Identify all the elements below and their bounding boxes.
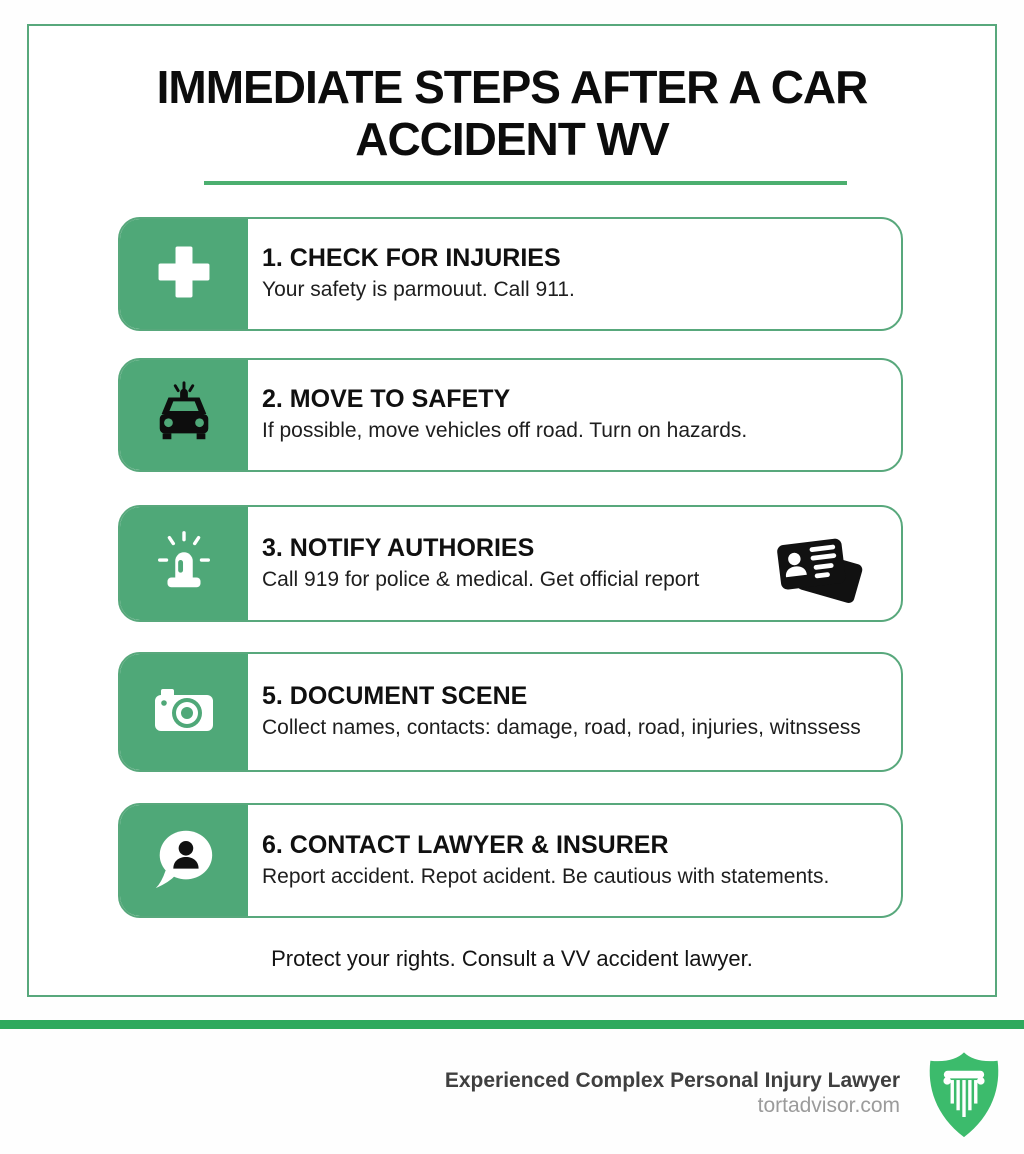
- step-card-move-to-safety: [118, 358, 903, 472]
- footer-tagline: Experienced Complex Personal Injury Lawyer: [444, 1069, 900, 1092]
- step-heading: 5. DOCUMENT SCENE: [262, 682, 528, 711]
- step-text: [248, 805, 845, 916]
- step-text: [248, 507, 715, 620]
- step-body: If possible, move vehicles off road. Turn on hazards.: [262, 419, 748, 443]
- step-icon-tile: [120, 654, 248, 770]
- step-body: Report accident. Repot acident. Be cautious with statements.: [262, 864, 830, 888]
- step-icon-tile: [120, 219, 248, 329]
- step-text: [248, 219, 591, 329]
- police-car-icon: [150, 379, 218, 452]
- step-icon-tile: [120, 805, 248, 916]
- title-underline: [204, 181, 847, 185]
- page-title-line1: IMMEDIATE STEPS AFTER A CAR: [156, 61, 868, 113]
- step-card-notify-authorities: [118, 505, 903, 622]
- step-card-check-injuries: [118, 217, 903, 331]
- camera-icon: [149, 675, 219, 750]
- step-icon-tile: [120, 360, 248, 470]
- protect-rights-note: Protect your rights. Consult a VV accident lawyer.: [271, 946, 753, 971]
- page-title-line2: ACCIDENT WV: [355, 112, 669, 165]
- step-body: Collect names, contacts: damage, road, road, injuries, witnssess: [262, 716, 861, 740]
- step-text: [248, 360, 763, 470]
- step-card-document-scene: [118, 652, 903, 772]
- step-body: Your safety is parmouut. Call 911.: [262, 278, 575, 302]
- siren-icon: [150, 527, 218, 600]
- step-card-contact-lawyer: [118, 803, 903, 918]
- page-title: [62, 62, 962, 166]
- step-heading: 1. CHECK FOR INJURIES: [262, 244, 561, 273]
- step-body: Call 919 for police & medical. Get official report: [262, 567, 700, 591]
- step-heading: 3. NOTIFY AUTHORIES: [262, 533, 535, 562]
- footer-divider-bar: [0, 1020, 1024, 1029]
- footer-brand: [300, 1068, 900, 1119]
- step-heading: 6. CONTACT LAWYER & INSURER: [262, 830, 669, 859]
- step-text: [248, 654, 877, 770]
- medical-cross-icon: [151, 239, 217, 310]
- step-heading: 2. MOVE TO SAFETY: [262, 385, 511, 414]
- id-cards-icon: [771, 528, 867, 615]
- footer-website-link[interactable]: tortadvisor.com: [757, 1094, 900, 1118]
- chat-person-icon: [150, 824, 218, 897]
- shield-column-icon: [922, 1048, 1006, 1144]
- step-icon-tile: [120, 507, 248, 620]
